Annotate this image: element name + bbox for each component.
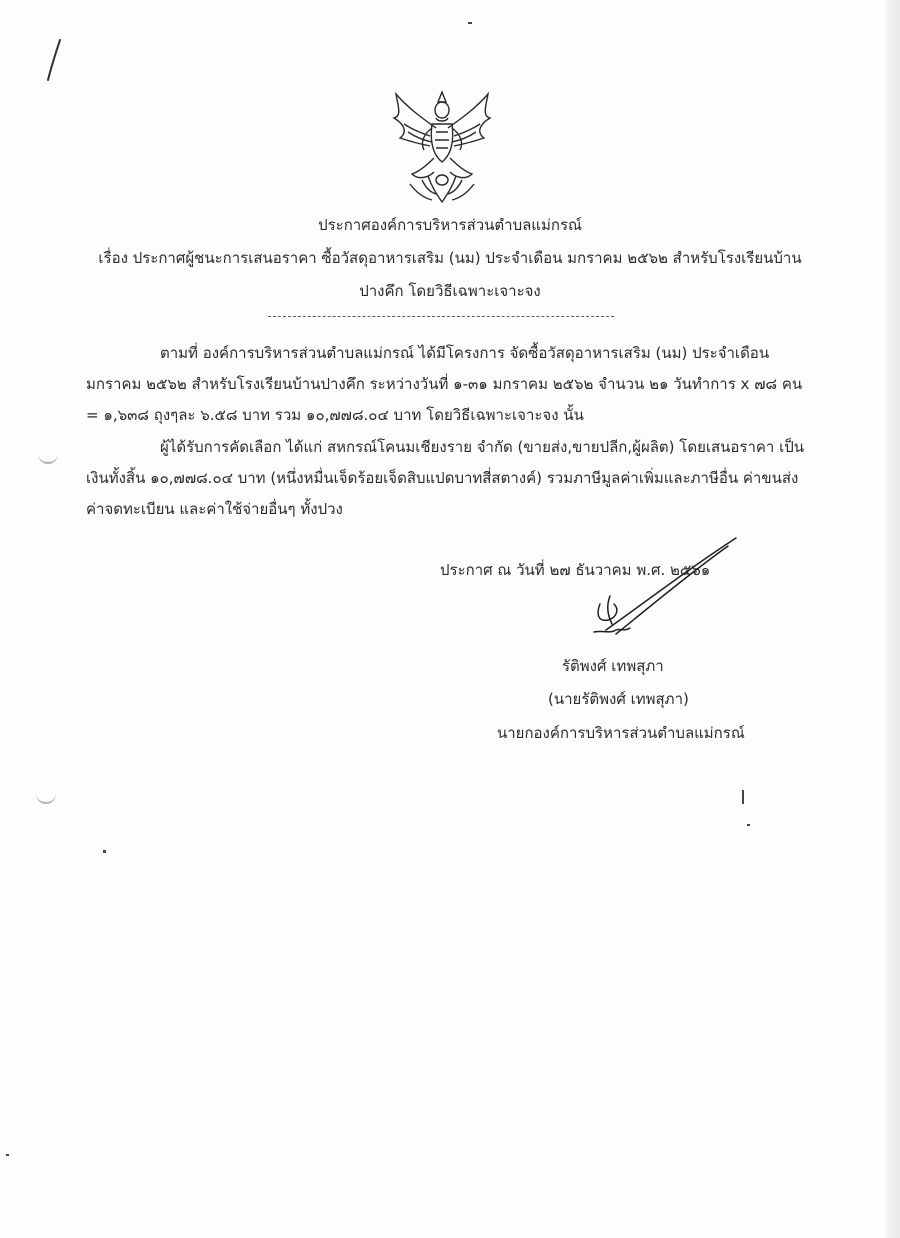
scan-speck	[747, 824, 750, 826]
signer-name: รัติพงศ์ เทพสุภา	[562, 657, 664, 675]
scan-edge	[886, 0, 900, 1238]
announcement-title: ประกาศองค์การบริหารส่วนตำบลแม่กรณ์	[318, 216, 582, 234]
scan-speck	[742, 790, 744, 804]
divider	[268, 316, 614, 317]
body-para2-line1: ผู้ได้รับการคัดเลือก ได้แก่ สหกรณ์โคนมเชียงราย จำกัด (ขายส่ง,ขายปลีก,ผู้ผลิต) โดยเสนอราคา เป็น	[160, 438, 805, 456]
punch-hole	[36, 788, 56, 804]
subject-line-2: ปางคึก โดยวิธีเฉพาะเจาะจง	[359, 282, 541, 300]
pen-mark-icon	[44, 38, 64, 82]
body-para1-line1: ตามที่ องค์การบริหารส่วนตำบลแม่กรณ์ ได้มีโครงการ จัดซื้อวัสดุอาหารเสริม (นม) ประจำเดือน	[160, 344, 770, 362]
body-para2-line3: ค่าจดทะเบียน และค่าใช้จ่ายอื่นๆ ทั้งปวง	[86, 500, 343, 518]
body-para1-line3: = ๑,๖๓๘ ถุงๆละ ๖.๕๘ บาท รวม ๑๐,๗๗๘.๐๔ บาท โดยวิธีเฉพาะเจาะจง นั้น	[86, 406, 584, 424]
body-para2-line2: เงินทั้งสิ้น ๑๐,๗๗๘.๐๔ บาท (หนึ่งหมื่นเจ็ดร้อยเจ็ดสิบแปดบาทสี่สตางค์) รวมภาษีมูลค่าเพิ่มและภาษีอื่น ค่าขนส่ง	[86, 469, 799, 487]
subject-line-1: เรื่อง ประกาศผู้ชนะการเสนอราคา ซื้อวัสดุอาหารเสริม (นม) ประจำเดือน มกราคม ๒๕๖๒ สำหรับโรงเรียนบ้าน	[98, 249, 802, 267]
scan-speck	[468, 22, 472, 24]
announce-date: ประกาศ ณ วันที่ ๒๗ ธันวาคม พ.ศ. ๒๕๖๑	[440, 561, 711, 579]
scan-speck	[103, 850, 106, 853]
signer-fullname: (นายรัติพงศ์ เทพสุภา)	[548, 690, 689, 708]
punch-hole	[38, 448, 58, 464]
signer-position: นายกองค์การบริหารส่วนตำบลแม่กรณ์	[497, 724, 745, 742]
scan-speck	[6, 1154, 9, 1156]
garuda-emblem-icon	[386, 88, 498, 206]
body-para1-line2: มกราคม ๒๕๖๒ สำหรับโรงเรียนบ้านปางคึก ระหว่างวันที่ ๑-๓๑ มกราคม ๒๕๖๒ จำนวน ๒๑ วันทำการ x ๗๘ คน	[86, 375, 803, 393]
handwritten-signature	[586, 534, 746, 644]
